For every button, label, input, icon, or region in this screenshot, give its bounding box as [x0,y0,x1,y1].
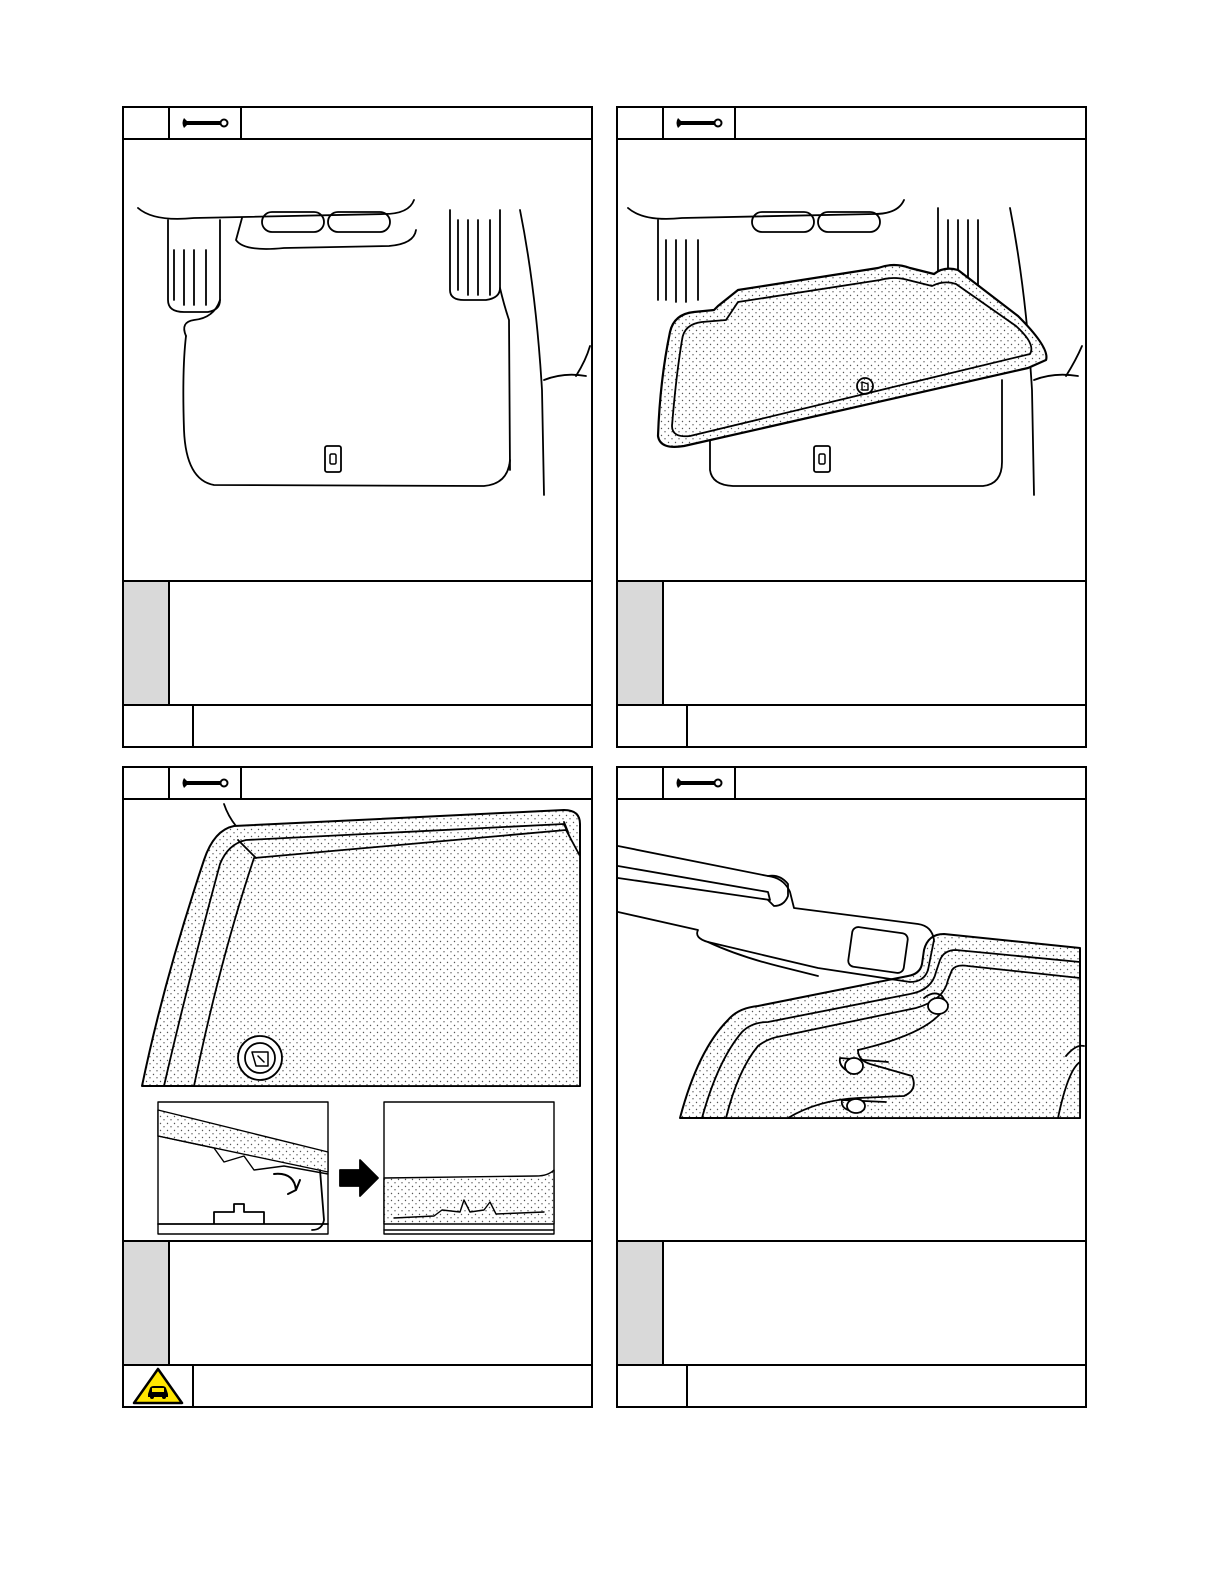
card-header [618,108,1085,140]
card-header [124,768,591,800]
instruction-tab [618,1242,664,1364]
step-number [618,768,664,798]
instruction-tab [124,1242,170,1364]
wrench-icon [180,775,230,791]
step-number [124,768,170,798]
card-footer [618,704,1085,746]
step-card-3 [122,766,593,1408]
wrench-icon [180,115,230,131]
step-illustration [618,800,1085,1240]
card-header [124,108,591,140]
car-lift-warning-icon [132,1366,184,1406]
step-number [618,108,664,138]
instruction-panel [124,1240,591,1364]
step-illustration [124,800,591,1240]
tool-cell [170,768,242,798]
step-card-2 [616,106,1087,748]
card-header [618,768,1085,800]
card-footer [124,1364,591,1406]
step-card-4 [616,766,1087,1408]
tool-cell [664,108,736,138]
footer-icon-cell [124,1366,194,1406]
footer-icon-cell [124,706,194,746]
instruction-panel [124,580,591,704]
instruction-panel [618,580,1085,704]
wrench-icon [674,775,724,791]
card-footer [124,704,591,746]
footer-icon-cell [618,1366,688,1406]
tool-cell [664,768,736,798]
instruction-panel [618,1240,1085,1364]
tool-cell [170,108,242,138]
card-footer [618,1364,1085,1406]
wrench-icon [674,115,724,131]
step-illustration [618,140,1085,580]
instruction-tab [124,582,170,704]
step-illustration [124,140,591,580]
instruction-tab [618,582,664,704]
step-number [124,108,170,138]
step-card-1 [122,106,593,748]
footer-icon-cell [618,706,688,746]
